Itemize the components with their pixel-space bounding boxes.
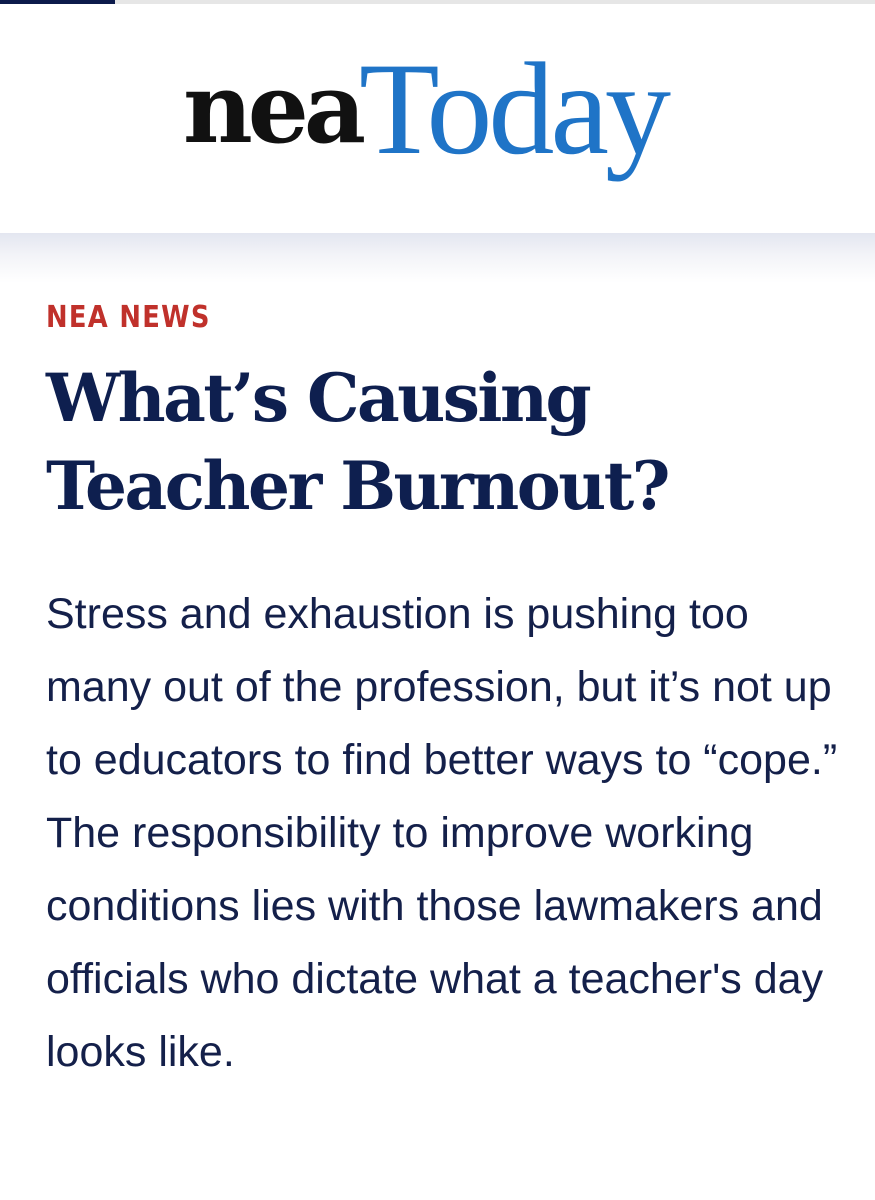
article-title: What’s Causing Teacher Burnout? — [46, 359, 668, 525]
logo-today-text: Today — [359, 35, 668, 182]
header-shadow — [0, 233, 875, 283]
site-header — [0, 4, 875, 233]
article-category[interactable]: NEA NEWS — [46, 300, 211, 335]
article-summary: Stress and exhaustion is pushing too many out of the profession, but it’s not up to educators to find better ways to “cope.” The responsibility to improve working conditions lies with those lawmakers and officials who dictate what a teacher's day looks like. — [46, 590, 838, 1076]
logo-nea-text: nea — [183, 52, 362, 165]
